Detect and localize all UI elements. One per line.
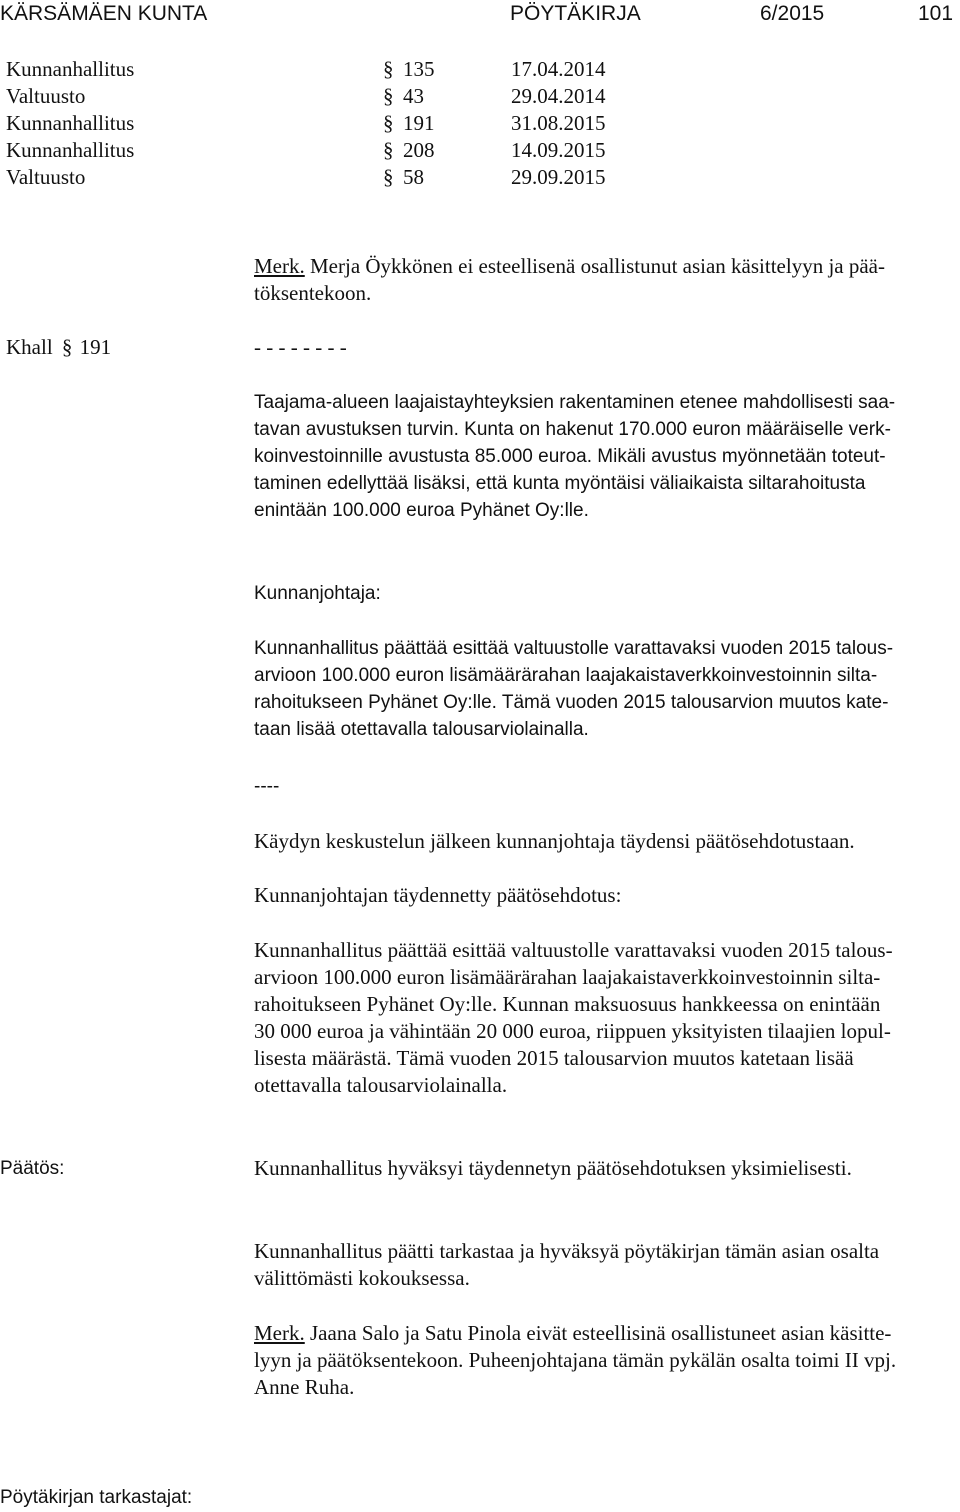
document-type: PÖYTÄKIRJA xyxy=(510,2,641,25)
paragraph-line: rahoitukseen Pyhänet Oy:lle. Kunnan maksuosuus hankkeessa on enintään xyxy=(254,992,881,1016)
proposal-heading: Kunnanjohtaja: xyxy=(254,583,381,604)
section-icon: § xyxy=(383,84,394,108)
history-body: Kunnanhallitus xyxy=(6,57,135,81)
history-body: Kunnanhallitus xyxy=(6,111,135,135)
history-body: Valtuusto xyxy=(6,165,86,189)
history-number: 43 xyxy=(403,84,424,108)
history-date: 14.09.2015 xyxy=(511,138,606,162)
paragraph-line: 30 000 euroa ja vähintään 20 000 euroa, riippuen yksityisten tilaajien lopul- xyxy=(254,1019,891,1043)
discussion-text: Käydyn keskustelun jälkeen kunnanjohtaja täydensi päätösehdotustaan. xyxy=(254,829,855,853)
section-separator-dashes: - - - - - - - - xyxy=(254,335,347,359)
khall-number: 191 xyxy=(79,335,112,359)
paragraph-line: Kunnanhallitus päätti tarkastaa ja hyväksyä pöytäkirjan tämän asian osalta xyxy=(254,1239,880,1263)
section-icon: § xyxy=(383,57,394,81)
history-number: 135 xyxy=(403,57,435,81)
note-text: Jaana Salo ja Satu Pinola eivät esteellisinä osallistuneet asian käsitte- xyxy=(304,1321,892,1345)
note-label: Merk. xyxy=(254,1321,305,1345)
paragraph-line: tavan avustuksen turvin. Kunta on hakenut 170.000 euron määräiselle verk- xyxy=(254,419,891,440)
issue-number: 6/2015 xyxy=(760,2,825,25)
note-recusal-1 xyxy=(254,253,885,307)
section-icon: § xyxy=(383,138,394,162)
history-date: 29.04.2014 xyxy=(511,84,606,108)
paragraph-line: enintään 100.000 euroa Pyhänet Oy:lle. xyxy=(254,500,589,521)
intro-paragraph xyxy=(254,389,895,524)
note-text: Merja Öykkönen ei esteellisenä osallistunut asian käsittelyyn ja pää- xyxy=(304,254,885,278)
page-number: 101 xyxy=(918,2,954,25)
history-body: Valtuusto xyxy=(6,84,86,108)
decision-label: Päätös: xyxy=(0,1158,65,1179)
history-date: 31.08.2015 xyxy=(511,111,606,135)
paragraph-line: koinvestoinnille avustusta 85.000 euroa. Mikäli avustus myönnetään toteut- xyxy=(254,446,886,467)
paragraph-line: otettavalla talousarviolainalla. xyxy=(254,1073,508,1097)
khall-section-heading xyxy=(6,334,111,361)
section-icon: § xyxy=(383,165,394,189)
history-number: 191 xyxy=(403,111,435,135)
note-text: lyyn ja päätöksentekoon. Puheenjohtajana tämän pykälän osalta toimi II vpj. xyxy=(254,1348,897,1372)
paragraph-line: rahoitukseen Pyhänet Oy:lle. Tämä vuoden 2015 talousarvion muutos kate- xyxy=(254,692,889,713)
note-label: Merk. xyxy=(254,254,305,278)
paragraph-line: Taajama-alueen laajaistayhteyksien rakentaminen etenee mahdollisesti saa- xyxy=(254,392,896,413)
separator: ---- xyxy=(254,776,280,797)
paragraph-line: lisesta määrästä. Tämä vuoden 2015 talousarvion muutos katetaan lisää xyxy=(254,1046,854,1070)
municipality-name: KÄRSÄMÄEN KUNTA xyxy=(0,2,208,25)
proposal-paragraph xyxy=(254,635,893,743)
history-number: 208 xyxy=(403,138,435,162)
paragraph-line: Kunnanhallitus päättää esittää valtuustolle varattavaksi vuoden 2015 talous- xyxy=(254,638,894,659)
section-icon: § xyxy=(383,111,394,135)
decision-text: Kunnanhallitus hyväksyi täydennetyn päätösehdotuksen yksimielisesti. xyxy=(254,1156,852,1180)
paragraph-line: taan lisää otettavalla talousarviolainalla. xyxy=(254,719,589,740)
section-icon: § xyxy=(61,335,73,359)
paragraph-line: arvioon 100.000 euron lisämäärärahan laajakaistaverkkoinvestoinnin silta- xyxy=(254,665,878,686)
note-text: töksentekoon. xyxy=(254,281,372,305)
amended-proposal-paragraph xyxy=(254,937,893,1099)
paragraph-line: arvioon 100.000 euron lisämäärärahan laajakaistaverkkoinvestoinnin silta- xyxy=(254,965,881,989)
amended-proposal-heading: Kunnanjohtajan täydennetty päätösehdotus: xyxy=(254,883,622,907)
note-recusal-2 xyxy=(254,1320,896,1401)
khall-label: Khall xyxy=(6,335,53,359)
note-text: Anne Ruha. xyxy=(254,1375,355,1399)
history-body: Kunnanhallitus xyxy=(6,138,135,162)
paragraph-line: välittömästi kokouksessa. xyxy=(254,1266,470,1290)
inspectors-label: Pöytäkirjan tarkastajat: xyxy=(0,1487,193,1508)
paragraph-line: taminen edellyttää lisäksi, että kunta myöntäisi väliaikaista siltarahoitusta xyxy=(254,473,866,494)
approval-paragraph xyxy=(254,1238,879,1292)
history-date: 17.04.2014 xyxy=(511,57,606,81)
history-number: 58 xyxy=(403,165,424,189)
paragraph-line: Kunnanhallitus päättää esittää valtuustolle varattavaksi vuoden 2015 talous- xyxy=(254,938,893,962)
history-date: 29.09.2015 xyxy=(511,165,606,189)
